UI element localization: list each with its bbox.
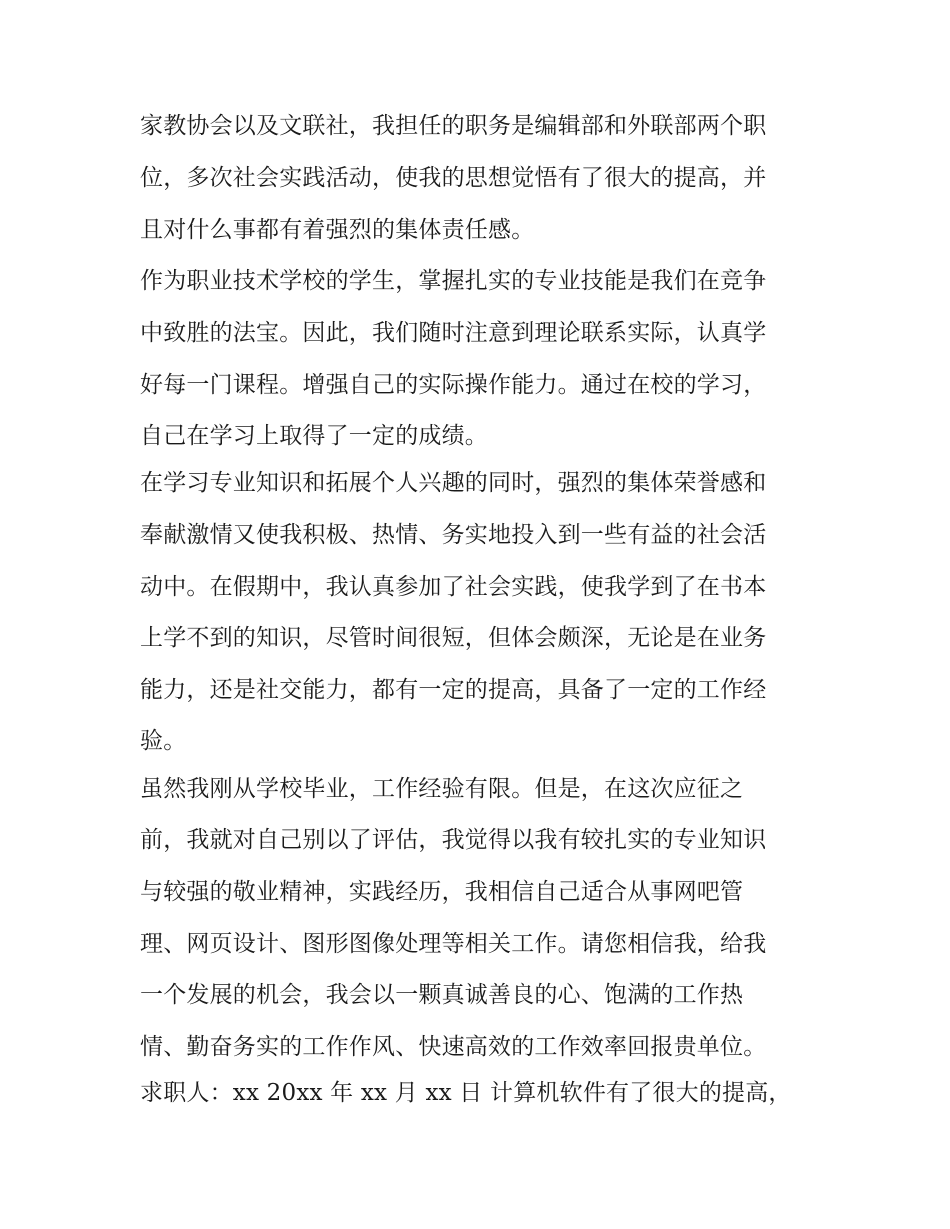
- text-line-20: 求职人：xx 20xx 年 xx 月 xx 日 计算机软件有了很大的提高，: [140, 1080, 792, 1106]
- text-line-11: 上学不到的知识，尽管时间很短，但体会颇深，无论是在业务: [140, 625, 767, 651]
- text-line-14: 虽然我刚从学校毕业，工作经验有限。但是，在这次应征之: [140, 776, 744, 802]
- text-line-7: 自己在学习上取得了一定的成绩。: [140, 423, 488, 449]
- text-line-1: 家教协会以及文联社，我担任的职务是编辑部和外联部两个职: [140, 113, 767, 139]
- text-line-4: 作为职业技术学校的学生，掌握扎实的专业技能是我们在竞争: [140, 268, 767, 294]
- text-line-19: 情、勤奋务实的工作作风、快速高效的工作效率回报贵单位。: [140, 1034, 767, 1060]
- text-line-18: 一个发展的机会，我会以一颗真诚善良的心、饱满的工作热: [140, 982, 744, 1008]
- text-line-6: 好每一门课程。增强自己的实际操作能力。通过在校的学习，: [140, 372, 767, 398]
- text-line-5: 中致胜的法宝。因此，我们随时注意到理论联系实际，认真学: [140, 320, 767, 346]
- text-line-2: 位，多次社会实践活动，使我的思想觉悟有了很大的提高，并: [140, 165, 767, 191]
- text-line-10: 动中。在假期中，我认真参加了社会实践，使我学到了在书本: [140, 574, 767, 600]
- text-line-9: 奉献激情又使我积极、热情、务实地投入到一些有益的社会活: [140, 522, 767, 548]
- text-line-13: 验。: [140, 728, 187, 754]
- text-line-12: 能力，还是社交能力，都有一定的提高，具备了一定的工作经: [140, 677, 767, 703]
- text-line-3: 且对什么事都有着强烈的集体责任感。: [140, 217, 535, 243]
- text-line-15: 前，我就对自己别以了评估，我觉得以我有较扎实的专业知识: [140, 827, 767, 853]
- text-line-8: 在学习专业知识和拓展个人兴趣的同时，强烈的集体荣誉感和: [140, 470, 767, 496]
- text-line-16: 与较强的敬业精神，实践经历，我相信自己适合从事网吧管: [140, 879, 744, 905]
- text-line-17: 理、网页设计、图形图像处理等相关工作。请您相信我，给我: [140, 931, 767, 957]
